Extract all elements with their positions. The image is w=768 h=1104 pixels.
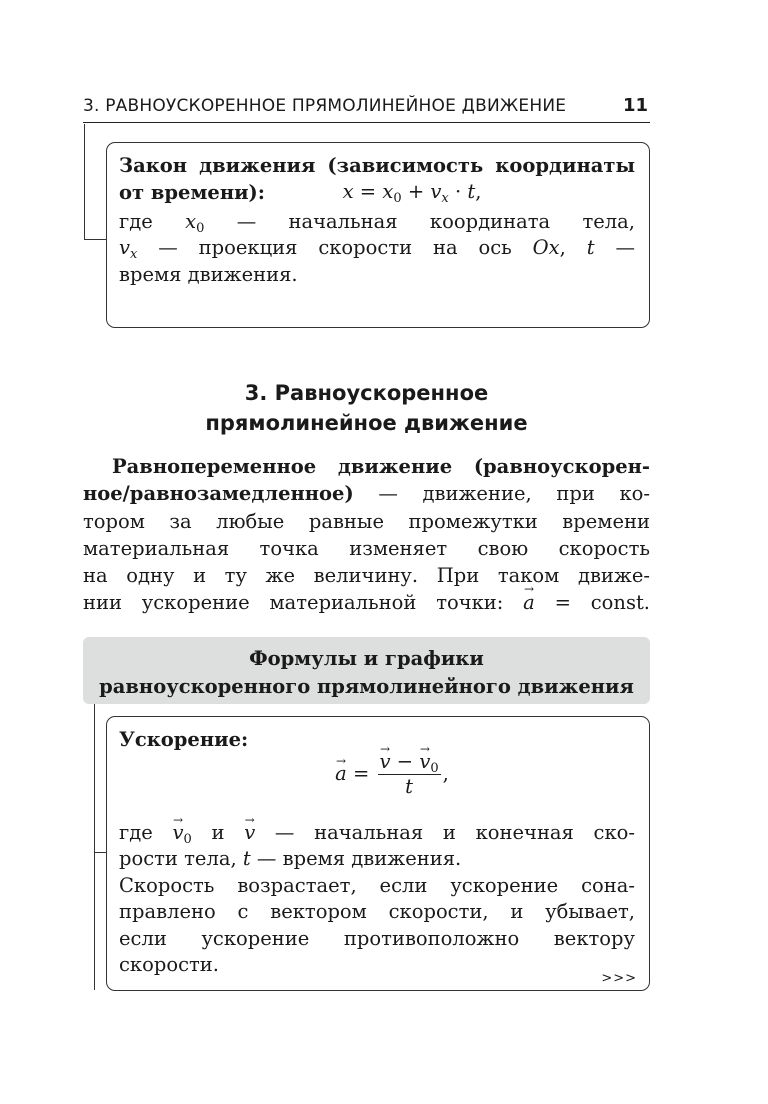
acceleration-desc-line2: рости тела, t — время движения. xyxy=(119,847,462,870)
page-number: 11 xyxy=(622,95,648,116)
law-formula: $x = x_0 + v_x \cdot t$, xyxy=(342,180,482,206)
paragraph-line5: на одну и ту же величину. При таком движе- xyxy=(83,564,650,588)
paragraph-line1: Равнопеременное движение (равноускорен- xyxy=(112,455,650,478)
law-heading-line1: Закон движения (зависимость координаты xyxy=(119,154,635,177)
bracket-tick xyxy=(84,239,108,240)
running-header xyxy=(83,94,650,123)
paragraph-line2: ное/равнозамедленное) — движение, при ко- xyxy=(83,482,650,506)
continue-marker: >>> xyxy=(601,971,637,986)
acceleration-box xyxy=(106,716,650,991)
section-title-line2: прямолинейное движение xyxy=(205,411,528,435)
law-desc-line1: где $x_0$ — начальная координата тела, xyxy=(119,209,635,236)
header-title: 3. РАВНОУСКОРЕННОЕ ПРЯМОЛИНЕЙНОЕ ДВИЖЕНИЕ xyxy=(83,96,567,116)
formulas-header xyxy=(83,637,650,704)
acceleration-desc-line1: где → $v_0$ и → v — начальная и конечная ско- xyxy=(119,820,635,847)
formulas-header-line2: равноускоренного прямолинейного движения xyxy=(99,675,634,698)
paragraph-line4: материальная точка изменяет свою скорость xyxy=(83,536,650,560)
bracket-line xyxy=(94,704,95,990)
law-desc-line3: время движения. xyxy=(119,262,298,286)
law-of-motion-box xyxy=(106,142,650,328)
acceleration-desc-line6: скорости. xyxy=(119,953,219,976)
bracket-line xyxy=(84,124,85,239)
section-title xyxy=(83,378,650,438)
law-desc-line2: $v_x$ — проекция скорости на ось Ox, t — xyxy=(119,236,635,262)
section-title-line1: 3. Равноускоренное xyxy=(244,381,489,405)
acceleration-desc-line5: если ускорение противоположно вектору xyxy=(119,926,635,950)
paragraph-line3: тором за любые равные промежутки времени xyxy=(83,509,650,533)
acceleration-desc-line4: правлено с вектором скорости, и убывает, xyxy=(119,900,635,923)
paragraph-line6: нии ускорение материальной точки: → a = const. xyxy=(83,589,650,616)
acceleration-formula: → a = → $\frac{v - \to v_0}{t}$ , xyxy=(119,750,635,810)
law-heading-line2: от времени): xyxy=(119,180,265,204)
formulas-header-line1: Формулы и графики xyxy=(249,647,484,670)
acceleration-desc-line3: Скорость возрастает, если ускорение сона- xyxy=(119,873,635,897)
definition-paragraph xyxy=(83,453,650,617)
acceleration-heading: Ускорение: xyxy=(119,728,249,751)
